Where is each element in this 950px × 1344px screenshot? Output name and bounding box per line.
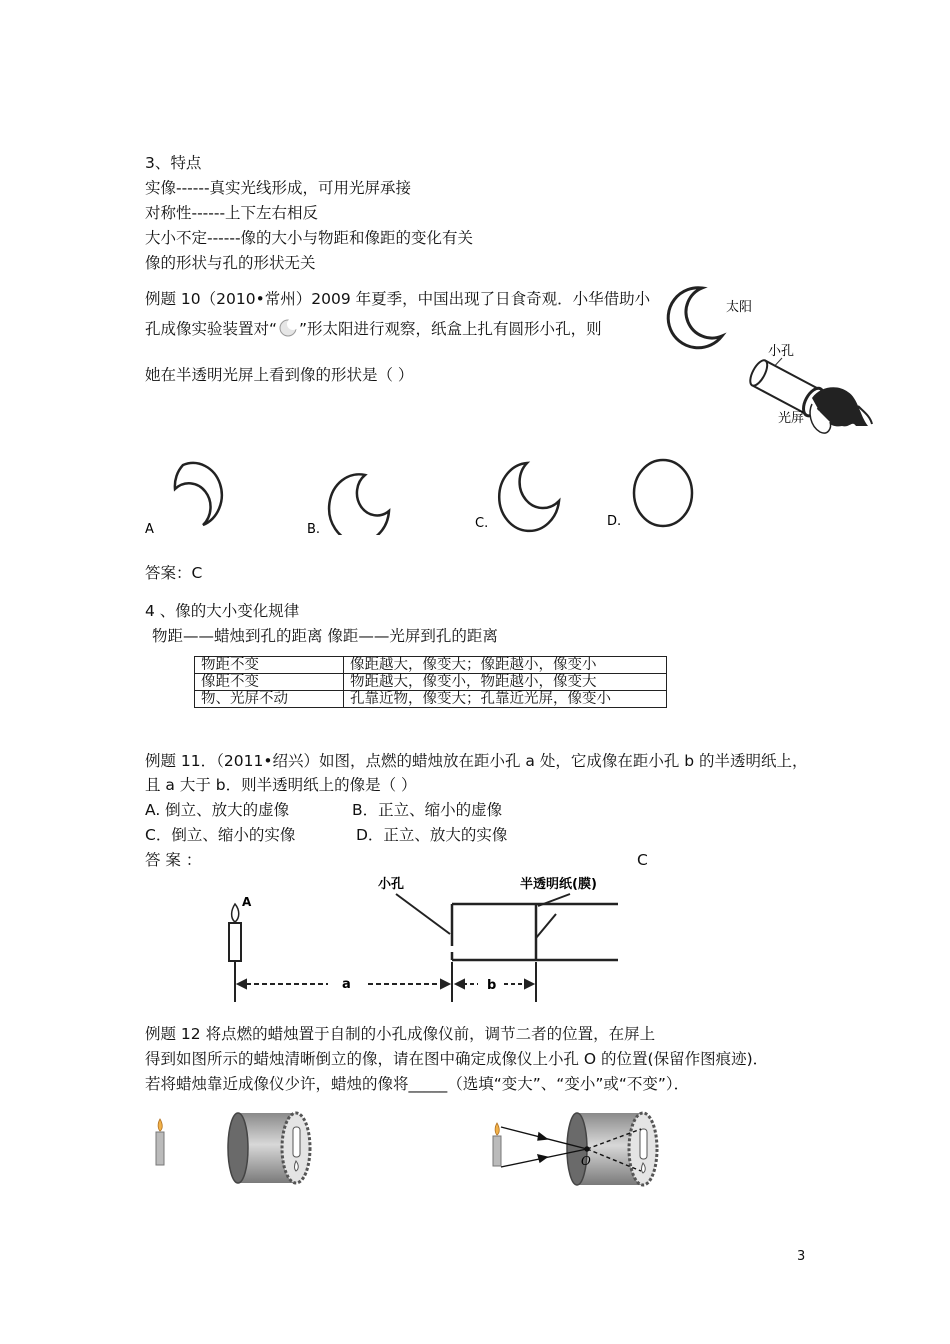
pinhole-o-label: O (581, 1154, 591, 1168)
section3-line-1: 实像------真实光线形成，可用光屏承接 (145, 179, 412, 197)
option-b-figure (305, 455, 405, 535)
example10-line-3: 她在半透明光屏上看到像的形状是（ ） (145, 366, 414, 384)
small-candle (493, 1123, 501, 1166)
section3-line-4: 像的形状与孔的形状无关 (145, 254, 316, 272)
crescent-sun-icon (277, 318, 299, 338)
candle-pinhole-figure (218, 866, 628, 1008)
example11-line-1: 例题 11．（2011•绍兴）如图，点燃的蜡烛放在距小孔 a 处，它成像在距小孔 b 的半透明纸上， (145, 752, 808, 770)
example12-line-3: 若将蜡烛靠近成像仪少许，蜡烛的像将_____（选填“变大”、“变小”或“不变”）． (145, 1075, 690, 1093)
pinhole-camera-figure-left (148, 1105, 348, 1191)
table-row (195, 674, 667, 691)
option-a-figure (145, 455, 245, 535)
example10-line-2-pre: 孔成像实验装置对“ (145, 320, 278, 338)
section4-definitions: 物距——蜡烛到孔的距离 像距——光屏到孔的距离 (152, 627, 498, 645)
table-cell: 像距越大，像变大；像距越小，像变小 (344, 657, 667, 674)
example12-line-2: 得到如图所示的蜡烛清晰倒立的像，请在图中确定成像仪上小孔 O 的位置(保留作图痕迹)． (145, 1050, 769, 1068)
candle-label: A (242, 895, 252, 909)
small-candle (156, 1119, 164, 1165)
size-rules-table (194, 656, 667, 708)
table-cell: 物距越大，像变小，物距越小，像变大 (344, 674, 667, 691)
pinhole-camera-figure-right (485, 1105, 700, 1193)
table-cell: 物距不变 (195, 657, 344, 674)
page-number: 3 (797, 1249, 806, 1264)
example12-line-1: 例题 12 将点燃的蜡烛置于自制的小孔成像仪前，调节二者的位置，在屏上 (145, 1025, 656, 1043)
option-d-figure (605, 455, 705, 535)
example10-answer: 答案：C (145, 564, 203, 582)
option-c-label: C. (475, 516, 489, 531)
section3-line-2: 对称性------上下左右相反 (145, 204, 319, 222)
example11-option-b: B．正立、缩小的虚像 (352, 801, 503, 819)
option-b-label: B. (307, 522, 321, 535)
option-d-label: D. (607, 514, 622, 529)
pinhole-experiment-figure (662, 276, 874, 440)
example11-option-a: A. 倒立、放大的虚像 (145, 801, 290, 819)
pinhole-box (452, 904, 618, 960)
table-row (195, 657, 667, 674)
example11-line-2: 且 a 大于 b．则半透明纸上的像是（ ） (145, 776, 417, 794)
imaging-drum (567, 1113, 657, 1185)
distance-b-label: b (487, 978, 497, 993)
example11-answer-label: 答 案 ： (145, 851, 202, 869)
example10-line-2-post: ”形太阳进行观察，纸盒上扎有圆形小孔，则 (299, 320, 602, 338)
table-cell: 像距不变 (195, 674, 344, 691)
example11-option-c: C．倒立、缩小的实像 (145, 826, 296, 844)
option-a-label: A (145, 522, 154, 535)
section3-line-3: 大小不定------像的大小与物距和像距的变化有关 (145, 229, 474, 247)
example11-option-d: D．正立、放大的实像 (356, 826, 508, 844)
paper-label: 半透明纸(膜) (520, 877, 597, 892)
section4-heading: 4 、像的大小变化规律 (145, 602, 300, 620)
hole-label: 小孔 (378, 877, 405, 892)
distance-a-label: a (342, 977, 351, 992)
sun-label: 太阳 (726, 300, 753, 315)
candle-drawing (229, 904, 241, 961)
girl-drawing (810, 387, 872, 433)
table-row (195, 691, 667, 708)
example11-answer-value: C (637, 851, 648, 869)
eclipsed-sun-shape (668, 288, 722, 348)
table-cell: 孔靠近物，像变大；孔靠近光屏，像变小 (344, 691, 667, 708)
section3-heading: 3、特点 (145, 154, 202, 172)
table-cell: 物、光屏不动 (195, 691, 344, 708)
screen-label: 光屏 (778, 411, 805, 426)
example10-line-1: 例题 10（2010•常州）2009 年夏季，中国出现了日食奇观．小华借助小 (145, 290, 651, 308)
hole-label: 小孔 (768, 344, 795, 359)
imaging-drum (228, 1113, 310, 1183)
option-c-figure (473, 455, 573, 535)
example10-line-2 (145, 318, 602, 339)
